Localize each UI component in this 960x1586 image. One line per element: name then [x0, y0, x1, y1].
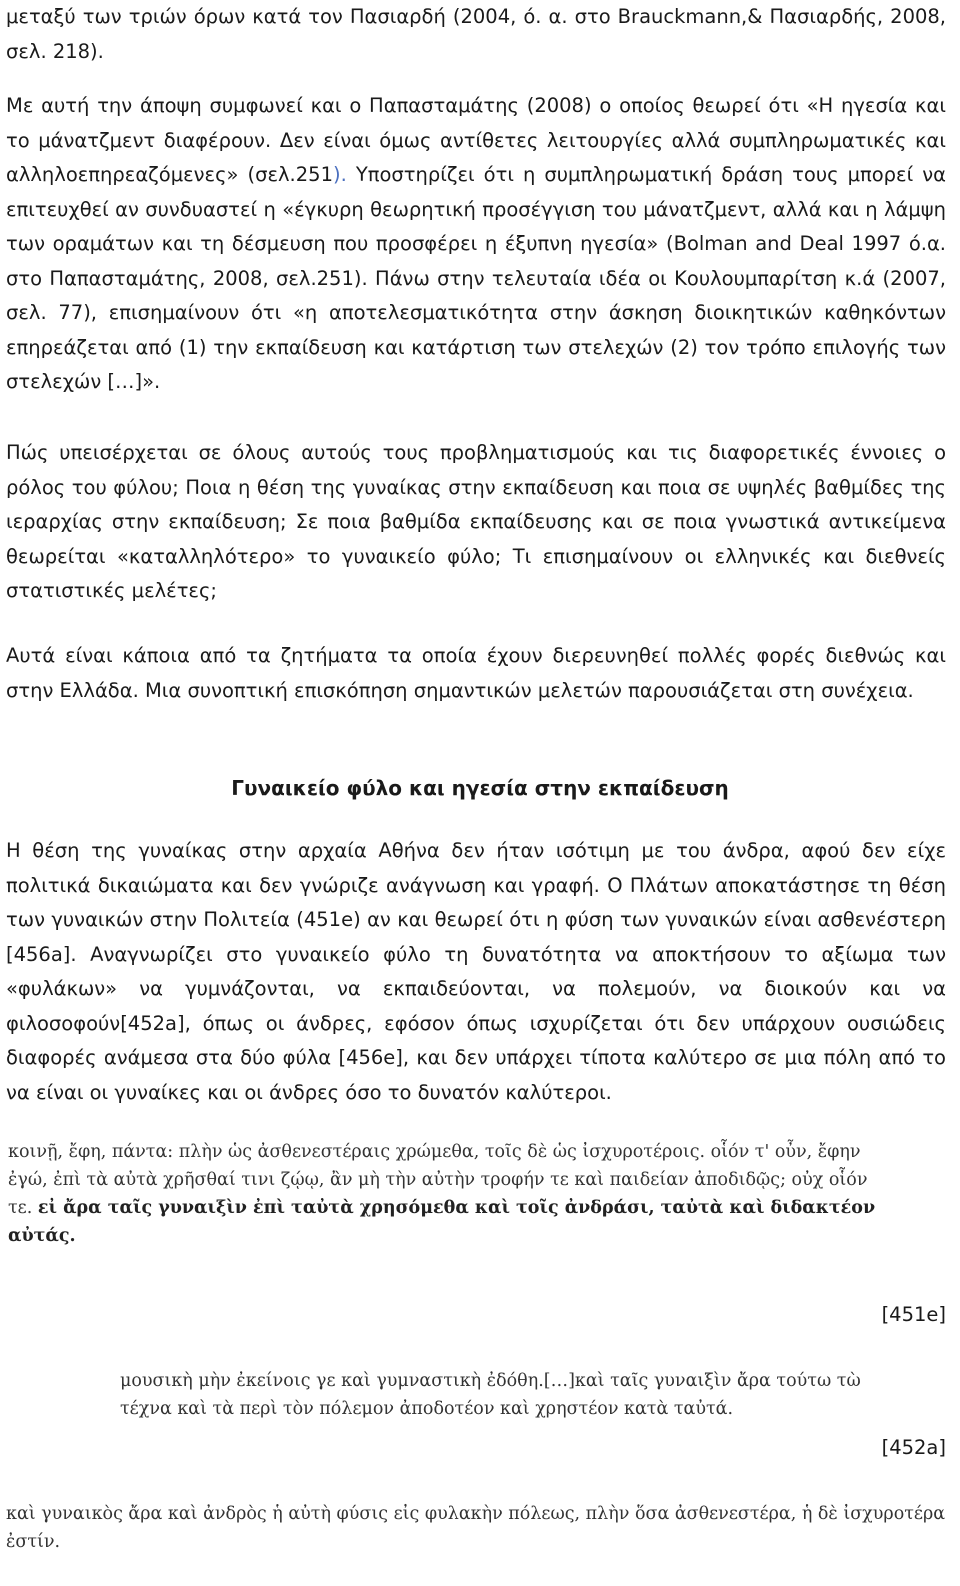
paragraph-text: Με αυτή την άποψη συμφωνεί και ο Παπασταμάτης (2008) ο οποίος θεωρεί ότι «Η ηγεσία και το μάνατζμεντ διαφέρουν. Δεν είναι όμως αντίθετες λειτουργίες αλλά συμπληρωματικές και αλληλοεπηρεαζόμενες» (σελ.251 — [6, 94, 946, 186]
section-heading: Γυναικείο φύλο και ηγεσία στην εκπαίδευση — [231, 776, 729, 800]
quote-text-bold: εἰ ἄρα ταῖς γυναιξὶν ἐπὶ ταὐτὰ χρησόμεθα καὶ τοῖς ἀνδράσι, ταὐτὰ καὶ διδακτέον αὐτάς. — [8, 1198, 876, 1246]
paragraph-ancient-athens: Η θέση της γυναίκας στην αρχαία Αθήνα δεν ήταν ισότιμη με του άνδρα, αφού δεν είχε πολιτικά δικαιώματα και δεν γνώριζε ανάγνωση και γραφή. Ο Πλάτων αποκατάστησε τη θέση των γυναικών στην Πολιτεία (451e) αν και θεωρεί ότι η φύση των γυναικών είναι ασθενέστερη [456a]. Αναγνωρίζει στο γυναικείο φύλο τη δυνατότητα να αποκτήσουν το αξίωμα των «φυλάκων» να γυμνάζονται, να εκπαιδεύονται, να πολεμούν, να διοικούν και να φιλοσοφούν[452a], όπως οι άνδρες, εφόσον όπως ισχυρίζεται ότι δεν υπάρχουν ουσιώδεις διαφορές ανάμεσα στα δύο φύλα [456e], και δεν υπάρχει τίποτα καλύτερο σε μια πόλη από το να είναι οι γυναίκες και οι άνδρες όσο το δυνατόν καλύτεροι. — [6, 839, 946, 1104]
paragraph-text-cont: Υποστηρίζει ότι η συμπληρωματική δράση τους μπορεί να επιτευχθεί αν συνδυαστεί η «έγκυρη θεωρητική προσέγγιση του μάνατζμεντ, αλλά και η λάμψη των οραμάτων και τη δέσμευση που προσφέρει η έξυπνη ηγεσία» (Bolman and Deal 1997 ό.α. στο Παπασταμάτης, 2008, σελ.251). Πάνω στην τελευταία ιδέα οι Κουλουμπαρίτση κ.ά (2007, σελ. 77), επισημαίνουν ότι «η αποτελεσματικότητα στην άσκηση διοικητικών καθηκόντων επηρεάζεται από (1) την εκπαίδευση και κατάρτιση των στελεχών (2) τον τρόπο επιλογής των στελεχών […]». — [6, 163, 946, 393]
paragraph-gender-questions: Πώς υπεισέρχεται σε όλους αυτούς τους προβληματισμούς και τις διαφορετικές έννοιες ο ρόλος του φύλου; Ποια η θέση της γυναίκας στην εκπαίδευση και ποια σε υψηλές βαθμίδες της ιεραρχίας στην εκπαίδευση; Σε ποια βαθμίδα εκπαίδευσης και σε ποια γνωστικά αντικείμενα θεωρείται «καταλληλότερο» το γυναικείο φύλο; Τι επισημαίνουν οι ελληνικές και διεθνείς στατιστικές μελέτες; — [6, 441, 946, 602]
reference-452a: [452a] — [881, 1436, 946, 1459]
citation-close: ). — [332, 163, 347, 186]
quote-text: κοινῇ, ἔφη, πάντα: πλὴν ὡς ἀσθενεστέραις χρώμεθα, τοῖς δὲ ὡς ἰσχυροτέροις. οἷόν τ' οὖν, ἔφην ἐγώ, ἐπὶ τὰ αὐτὰ χρῆσθαί τινι ζῴῳ, ἂν μὴ τὴν αὐτὴν τροφήν τε καὶ παιδείαν ἀποδιδῷς; οὐχ οἷόν τε. — [8, 1142, 868, 1218]
quote-image-451e — [8, 1138, 878, 1250]
paragraph-overview: Αυτά είναι κάποια από τα ζητήματα τα οποία έχουν διερευνηθεί πολλές φορές διεθνώς και στην Ελλάδα. Μια συνοπτική επισκόπηση σημαντικών μελετών παρουσιάζεται στη συνέχεια. — [6, 644, 946, 702]
quote-image-452a: μουσικὴ μὴν ἐκείνοις γε καὶ γυμναστικὴ ἐδόθη.[…]καὶ ταῖς γυναιξὶν ἄρα τούτω τὼ τέχνα καὶ τὰ περὶ τὸν πόλεμον ἀποδοτέον καὶ χρηστέον κατὰ ταὐτά. — [120, 1371, 861, 1419]
paragraph-papastamatis — [6, 89, 946, 400]
reference-451e: [451e] — [881, 1303, 946, 1326]
paragraph-intro: μεταξύ των τριών όρων κατά τον Πασιαρδή (2004, ό. α. στο Brauckmann,& Πασιαρδής, 2008, σελ. 218). — [6, 5, 946, 63]
quote-image-456: καὶ γυναικὸς ἄρα καὶ ἀνδρὸς ἡ αὐτὴ φύσις εἰς φυλακὴν πόλεως, πλὴν ὅσα ἀσθενεστέρα, ἡ δὲ ἰσχυροτέρα ἐστίν. — [6, 1504, 946, 1552]
